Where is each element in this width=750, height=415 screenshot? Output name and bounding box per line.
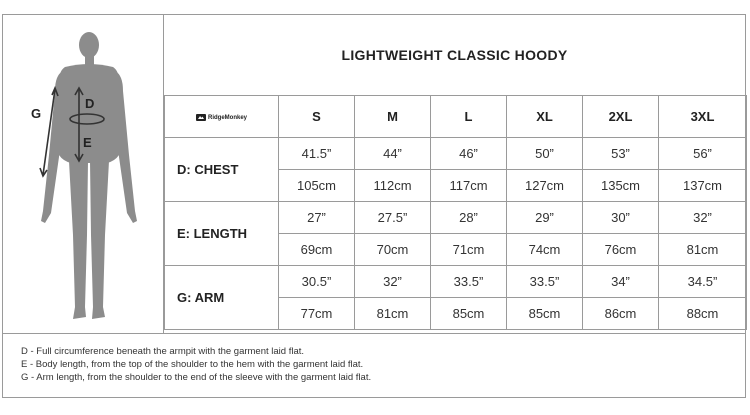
label-d: D [85,96,95,111]
size-header-row [165,96,747,138]
size-header: 3XL [659,96,747,138]
brand-logo [196,114,247,121]
table-cell: 30.5” [279,266,355,298]
brand-logo-cell [165,96,279,138]
table-cell: 70cm [355,234,431,266]
size-header: 2XL [583,96,659,138]
table-cell: 85cm [507,298,583,330]
label-g: G [31,106,42,121]
table-cell: 77cm [279,298,355,330]
table-cell: 33.5” [431,266,507,298]
body-silhouette-illustration [3,15,163,333]
row-label-length: E: LENGTH [165,202,279,266]
table-row-arm-inches [165,266,747,298]
table-cell: 76cm [583,234,659,266]
table-cell: 41.5” [279,138,355,170]
table-cell: 81cm [659,234,747,266]
table-cell: 112cm [355,170,431,202]
table-row-chest-inches [165,138,747,170]
table-cell: 86cm [583,298,659,330]
size-header: M [355,96,431,138]
brand-name: RidgeMonkey [207,114,247,121]
table-cell: 88cm [659,298,747,330]
table-cell: 34.5” [659,266,747,298]
table-row-length-inches [165,202,747,234]
table-cell: 32” [659,202,747,234]
label-e: E [83,135,92,150]
size-header: XL [507,96,583,138]
table-cell: 56” [659,138,747,170]
table-cell: 28” [431,202,507,234]
chart-title: LIGHTWEIGHT CLASSIC HOODY [341,47,568,63]
measurement-notes [3,333,745,397]
table-cell: 117cm [431,170,507,202]
row-label-arm: G: ARM [165,266,279,330]
table-cell: 81cm [355,298,431,330]
note-length: E - Body length, from the top of the shoulder to the hem with the garment laid flat. [21,359,364,370]
table-cell: 137cm [659,170,747,202]
table-cell: 105cm [279,170,355,202]
table-cell: 50” [507,138,583,170]
table-cell: 85cm [431,298,507,330]
note-chest: D - Full circumference beneath the armpit with the garment laid flat. [21,346,305,357]
table-cell: 30” [583,202,659,234]
table-cell: 29” [507,202,583,234]
size-header: S [279,96,355,138]
table-cell: 27.5” [355,202,431,234]
row-label-chest: D: CHEST [165,138,279,202]
table-cell: 53” [583,138,659,170]
table-cell: 33.5” [507,266,583,298]
table-cell: 127cm [507,170,583,202]
brand-logo-icon [196,114,206,121]
table-cell: 32” [355,266,431,298]
table-cell: 27” [279,202,355,234]
table-cell: 71cm [431,234,507,266]
size-header: L [431,96,507,138]
size-chart [2,14,746,398]
table-cell: 34” [583,266,659,298]
body-figure-panel [3,15,164,333]
table-cell: 44” [355,138,431,170]
table-cell: 69cm [279,234,355,266]
table-cell: 74cm [507,234,583,266]
table-cell: 46” [431,138,507,170]
table-cell: 135cm [583,170,659,202]
note-arm: G - Arm length, from the shoulder to the end of the sleeve with the garment laid flat. [21,372,372,383]
size-table [164,95,747,330]
